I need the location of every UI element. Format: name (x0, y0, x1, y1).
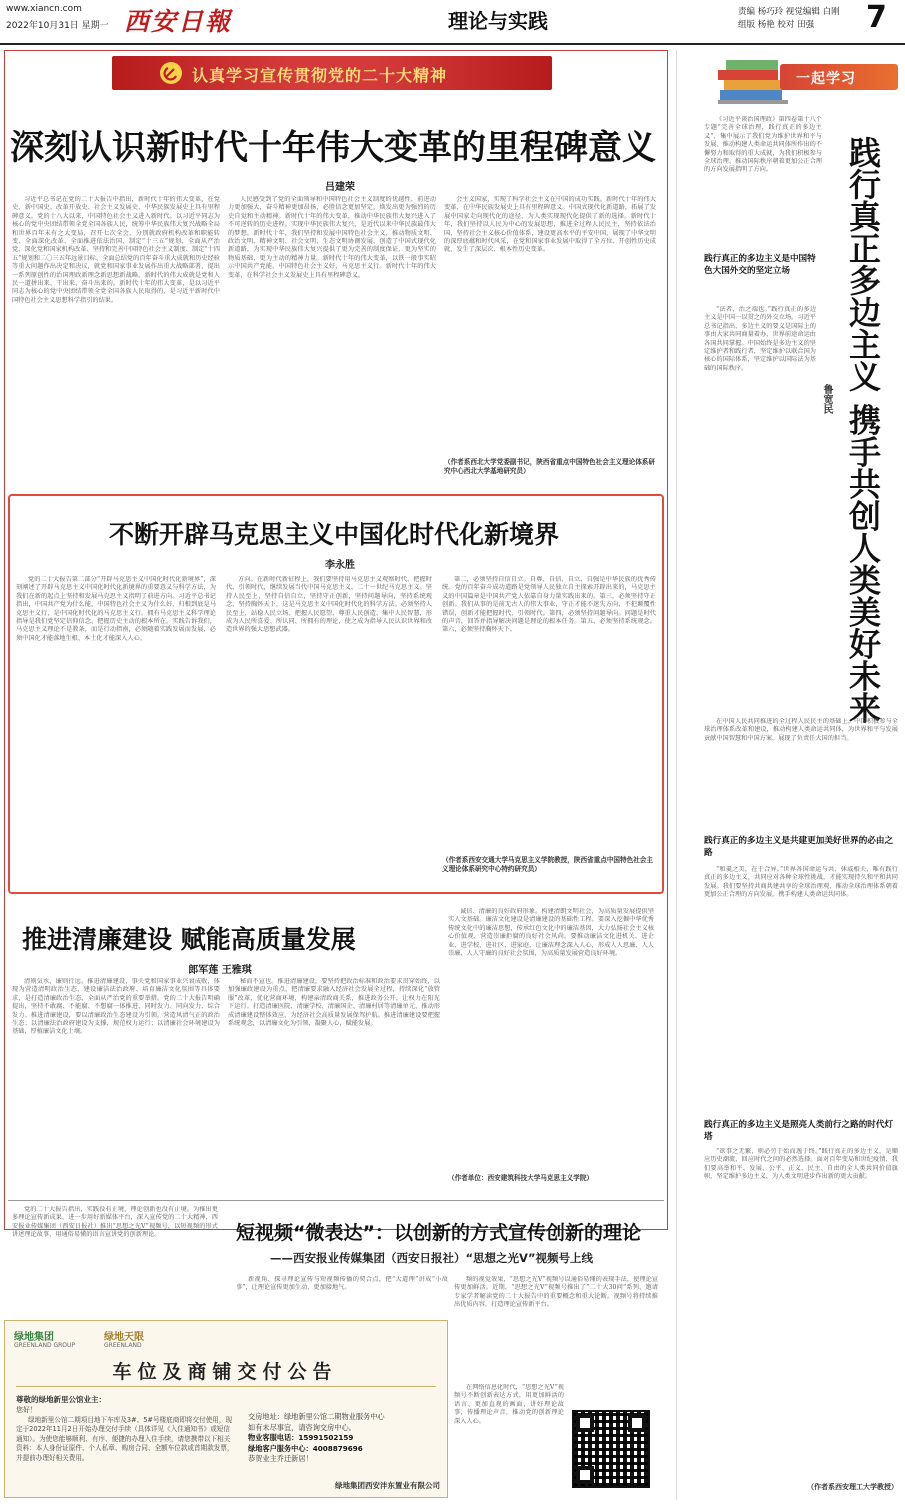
ad-logo-secondary: 绿地天限 (104, 1332, 144, 1343)
article-2-author: 李永胜 (325, 560, 355, 571)
sidebar-author-note: （作者系西安理工大学教授） (807, 1483, 898, 1491)
article-1-author: 吕建荣 (325, 182, 355, 193)
party-emblem-icon (160, 62, 182, 84)
article-2-title[interactable]: 不断开辟马克思主义中国化时代化新境界 (108, 520, 559, 549)
article-4-column-2: 新视角、探寻理论宣传与短视频传播的契合点，把“大道理”讲成“小故事”，让理论宣传更加生动、更加接地气。 (236, 1276, 448, 1292)
section-title: 理论与实践 (448, 9, 548, 33)
sidebar-intro: 《习近平谈治国理政》第四卷第十八个专题“完善全球治理，践行真正的多边主义”，集中展示了我们党为维护世界和平与发展、推动构建人类命运共同体所作出的不懈努力和取得的重大成就，为我们积极参与全球治理、推动国际秩序朝着更加公正合理的方向发展指明了方向。 (704, 116, 822, 174)
ad-phone-property[interactable]: 物业客服电话：15991502159 (248, 1433, 354, 1442)
article-3-column-3: 诚信、清廉的良好政府形象。构建清朗文明社会，为高质量发展提供坚实人文基础。廉洁文化建设是清廉建设的基础性工程。要深入挖掘中华优秀传统文化中的廉洁思想，传承红色文化中的廉洁基因，大力弘扬社会主义核心价值观，营造崇廉拒腐的良好社会风尚。要推动廉洁文化进机关、进企业、进学校、进社区、进家庭，让廉洁理念深入人心，形成人人思廉、人人崇廉、人人守廉的良好社会氛围，为高质量发展营造良好环境。 (448, 908, 654, 958)
ad-divider (16, 1386, 436, 1387)
article-2-column-3: 第二，必须坚持自信自立。自尊、自信、自立、自强是中华民族的优秀传统。党的百年奋斗成功道路是党领导人民独立自主探索开辟出来的，马克思主义的中国篇章是中国共产党人依靠自身力量实践出来的。第三，必须坚持守正创新。我们从事的是前无古人的伟大事业，守正才能不迷失方向、不犯颠覆性错误，创新才能把握时代、引领时代。第四，必须坚持问题导向。问题是时代的声音，回答并指导解决问题是理论的根本任务。第五，必须坚持系统观念。第六，必须坚持胸怀天下。 (442, 576, 656, 634)
article-1-column-3: 会主义国家，实现了科学社会主义在中国的成功实践。新时代十年的伟大变革，在中华民族发展史上具有里程碑意义。中国式现代化新道路，拓展了发展中国家走向现代化的途径，为人类实现现代化提供了新的选择。新时代十年，我们坚持以人民为中心的发展思想，推进全过程人民民主，坚持依法治国，坚持社会主义核心价值体系，建设更高水平的平安中国，展现了中华文明的深厚底蕴和时代风采，在党和国家事业发展中取得了全方位、开创性历史成就，发生了深层次、根本性历史变革。 (444, 196, 656, 254)
ad-contact-info (248, 1412, 438, 1465)
article-2-author-note: （作者系西安交通大学马克思主义学院教授，陕西省重点中国特色社会主义理论体系研究中心特约研究员） (442, 856, 653, 873)
right-column-divider (676, 50, 677, 1500)
page-masthead (0, 0, 905, 44)
ad-logo-greenland: 绿地集团 (14, 1332, 54, 1343)
ad-body: 绿地新里公馆二期项目地下车库及3#、5#号楼底商即将交付使用，现定于2022年11月2日开始办理交付手续（具体详见《入住通知书》或短信通知）。为使您能够顺利、有序、便捷的办理入住手续，请您携带以下相关资料：本人身份证原件、个人私章、购房合同、全额车位款或首期款发票，并提前办理好相关费用。 (16, 1416, 234, 1462)
article-1-column-2: 人民感受到了党的全面领导和中国特色社会主义制度的优越性，前进动力更加强大，奋斗精神更加昂扬，必胜信念更加坚定，焕发出更为强烈的历史自觉和主动精神。新时代十年的伟大变革，推动中华民族伟大复兴进入了不可逆转的历史进程。实现中华民族伟大复兴，是近代以来中华民族最伟大的梦想。新时代十年，我们坚持和发展中国特色社会主义，推动物质文明、政治文明、精神文明、社会文明、生态文明协调发展，创造了中国式现代化新道路，为实现中华民族伟大复兴提供了更为完善的制度保证、更为坚实的物质基础、更为主动的精神力量。新时代十年的伟大变革，以铁一般事实昭示中国共产党能，中国特色社会主义好，马克思主义行。新时代十年的伟大变革，在科学社会主义发展史上具有里程碑意义。 (228, 196, 436, 279)
article-4-column-1: 党的二十大报告指出，实践没有止境，理论创新也没有止境。为推出更多理论宣传新成果，进一步用好新媒体平台，深入宣传党的二十大精神，西安报业传媒集团（西安日报社）推出“思想之光V”视频号，以短视频的形式讲述理论故事，用通俗易懂的语言宣讲党的创新理论。 (12, 1206, 218, 1239)
article-1-column-1: 习近平总书记在党的二十大报告中指出，新时代十年的伟大变革，在党史、新中国史、改革开放史、社会主义发展史、中华民族发展史上具有里程碑意义。党的十八大以来，中国特色社会主义进入新时代。以习近平同志为核心的党中央团结带领全党全国各族人民，统筹中华民族伟大复兴战略全局和世界百年未有之大变局，召开七次全会，分别就政府机构改革和职能转变、全面深化改革、全面推进依法治国、制定“十三五”规划、全面从严治党、深化党和国家机构改革、坚持和完善中国特色社会主义制度、制定“十四五”规划和二〇三五年远景目标、全面总结党的百年奋斗重大成就和历史经验等重大问题作出决定和决议，就党和国家事业发展作出重大战略部署，提出一系列原创性的治国理政新理念新思想新战略。新时代的伟大成就是党和人民一道拼出来、干出来、奋斗出来的。新时代十年的伟大变革，是以习近平同志为核心的党中央团结带领全党全国各族人民取得的，是习近平新时代中国特色社会主义思想科学指引的结果。 (12, 196, 220, 304)
ad-congrats: 恭贺业主乔迁新居！ (248, 1454, 313, 1463)
article-2-column-1: 党的二十大报告第二部分“开辟马克思主义中国化时代化新境界”，深刻阐述了开辟马克思主义中国化时代化新境界的重要意义与科学方法，为我们在新的起点上坚持和发展马克思主义指明了前进方向。习近平总书记指出，中国共产党为什么能，中国特色社会主义为什么好，归根到底是马克思主义行，是中国化时代化的马克思主义行。拥有马克思主义科学理论指导是我们党坚定信仰信念、把握历史主动的根本所在。实践告诉我们，马克思主义理论不是教条，而是行动指南，必须随着实践发展而发展，必须中国化才能落地生根、本土化才能深入人心。 (16, 576, 216, 642)
qr-corner-top-left (576, 1414, 594, 1432)
article-3-title[interactable]: 推进清廉建设 赋能高质量发展 (22, 925, 356, 954)
article-1-author-note: （作者系西北大学党委副书记，陕西省重点中国特色社会主义理论体系研究中心西北大学基地研究员） (444, 458, 655, 475)
sidebar-subheading-3: 践行真正的多边主义是照亮人类前行之路的时代灯塔 (704, 1120, 894, 1142)
sidebar-section-3: “欲事之无繁，则必劳于始而逸于终。”践行真正的多边主义，是顺应历史潮流、回应时代之问的必然选择。面对百年变局和世纪疫情，我们要高举和平、发展、公平、正义、民主、自由的全人类共同价值旗帜，坚定维护多边主义，为人类文明进步作出新的更大贡献。 (704, 1148, 898, 1181)
article-1-title[interactable]: 深刻认识新时代十年伟大变革的里程碑意义 (10, 128, 656, 168)
issue-date: 2022年10月31日 星期一 (6, 21, 109, 31)
ad-inquiry: 如有未尽事宜，请咨询交房中心。 (248, 1422, 356, 1432)
ad-address: 交房地址：绿地新里公馆二期物业服务中心 (248, 1412, 385, 1421)
sidebar-section-2: “和羹之美，在于合异。”世界各国命运与共、休戚相关，唯有践行真正的多边主义，共同应对各种全球性挑战，才能实现持久和平和共同发展。我们要坚持共商共建共享的全球治理观，推动全球治理体系朝着更加公正合理的方向发展，携手构建人类命运共同体。 (704, 866, 898, 899)
ad-logo-secondary-sub: GREENLAND (104, 1342, 142, 1349)
sidebar-author: 鲁宽民 (821, 384, 832, 414)
sidebar-subheading-1: 践行真正的多边主义是中国特色大国外交的坚定立场 (704, 254, 816, 276)
sidebar-section-1: “法者，治之端也。”践行真正的多边主义是中国一以贯之的外交立场。习近平总书记指出，多边主义的要义是国际上的事由大家共同商量着办，世界前途命运由各国共同掌握。中国始终是多边主义的坚定维护者和践行者，坚定维护以联合国为核心的国际体系，坚定维护以国际法为基础的国际秩序。 (704, 306, 816, 372)
article-4-subtitle: ——西安报业传媒集团（西安日报社）“思想之光V”视频号上线 (270, 1251, 594, 1265)
site-url[interactable]: www.xiancn.com (6, 4, 82, 14)
sidebar-subheading-2: 践行真正的多边主义是共建更加美好世界的必由之路 (704, 836, 894, 858)
ad-phone-service[interactable]: 绿地客户服务中心：4008879696 (248, 1443, 363, 1453)
qr-corner-bottom-left (576, 1466, 594, 1484)
article-2-column-2: 方向。在新时代新征程上，我们要坚持用马克思主义观察时代、把握时代、引领时代，继续发展当代中国马克思主义、二十一世纪马克思主义。坚持人民至上，坚持自信自立，坚持守正创新，坚持问题导向，坚持系统观念，坚持胸怀天下，这是马克思主义中国化时代化的科学方法。必须坚持人民至上，站稳人民立场、把握人民愿望、尊重人民创造、集中人民智慧，形成为人民所喜爱、所认同、所拥有的理论，使之成为指导人民认识世界和改造世界的强大思想武器。 (226, 576, 432, 634)
article-3-author-note: （作者单位：西安建筑科技大学马克思主义学院） (448, 1174, 594, 1182)
editor-credits-line-2: 组版 杨艳 校对 田强 (738, 20, 815, 30)
article-3-column-2: 秘而不宣也。推进清廉建设，要坚持把政治标准和政治要求贯穿始终，以加强廉政建设为重点，把清廉要求融入经济社会发展全过程，持续深化“放管服”改革，优化营商环境，构建亲清政商关系，推进政务公开，让权力在阳光下运行。打造清廉医院、清廉学校、清廉国企、清廉村居等清廉单元，推动形成清廉建设整体效应，为经济社会高质量发展保驾护航。推进清廉建设要把握系统观念，以清廉文化为引领，凝聚人心，赋能发展。 (228, 978, 440, 1028)
editor-credits-line-1: 责编 杨巧玲 视觉编辑 白刚 (738, 7, 840, 17)
theme-banner-text: 认真学习宣传贯彻党的二十大精神 (192, 66, 448, 85)
study-together-badge-text: 一起学习 (796, 71, 856, 87)
article-3-author: 郎军莲 王雅琪 (188, 965, 252, 976)
masthead-rule (0, 43, 905, 45)
ad-signature: 绿地集团西安沣东置业有限公司 (335, 1481, 440, 1490)
article-4-column-3: 频的视觉效果，“思想之光V”视频号以通俗易懂的表现手法，使理论宣传更加鲜活。近期，“思想之光V”视频号推出了“二十大30问”系列，邀请专家学者解读党的二十大报告中的重要概念和重大论断。视频号将持续推出优质内容，打造理论宣传新平台。 (454, 1276, 658, 1309)
editor-credits (738, 6, 858, 32)
newspaper-logo: 西安日報 (124, 7, 233, 36)
article-4-column-3b: 在网络信息化时代，“思想之光V”视频号不断创新表达方式，用更加鲜活的语言、更加直观的画面，讲好理论故事，传播理论声音，推动党的创新理论深入人心。 (454, 1384, 564, 1425)
ad-greeting: 尊敬的绿地新里公馆业主： (16, 1395, 106, 1404)
sidebar-section-1b: 在中国人民共同推进的全过程人民民主的基础上，中国积极参与全球治理体系改革和建设，推动构建人类命运共同体，为世界和平与发展贡献中国智慧和中国方案，展现了负责任大国的担当。 (704, 718, 898, 742)
article-4-title[interactable]: 短视频“微表达”：以创新的方式宣传创新的理论 (236, 1222, 641, 1244)
ad-logo-greenland-sub: GREENLAND GROUP (14, 1342, 76, 1349)
sidebar-title[interactable]: 践行真正多边主义 携手共创人类美好未来 (844, 136, 882, 724)
ad-greeting-2: 您好！ (16, 1406, 37, 1414)
article-4-divider (8, 1200, 664, 1201)
page-number: 7 (866, 0, 887, 35)
article-3-column-1: 清则気水，廉则行远。推进清廉建设，事关党和国家事业兴衰成败，体现为营造清明政治生态、建设廉洁法治政府、培育廉洁文化氛围等具体要求，是打造清廉政治生态、全面从严治党的重要举措。党的二十大报告明确提出，坚持不敢腐、不能腐、不想腐一体推进，同时发力、同向发力、综合发力。推进清廉建设，要以清廉政治生态建设为引领，营造风清气正的政治生态；以清廉法治政府建设为支撑，规范权力运行；以清廉社会环境建设为基础，厚植廉洁文化土壤。 (12, 978, 220, 1036)
qr-code-icon[interactable] (572, 1410, 650, 1488)
qr-corner-top-right (628, 1414, 646, 1432)
ad-title: 车位及商铺交付公告 (112, 1361, 338, 1383)
